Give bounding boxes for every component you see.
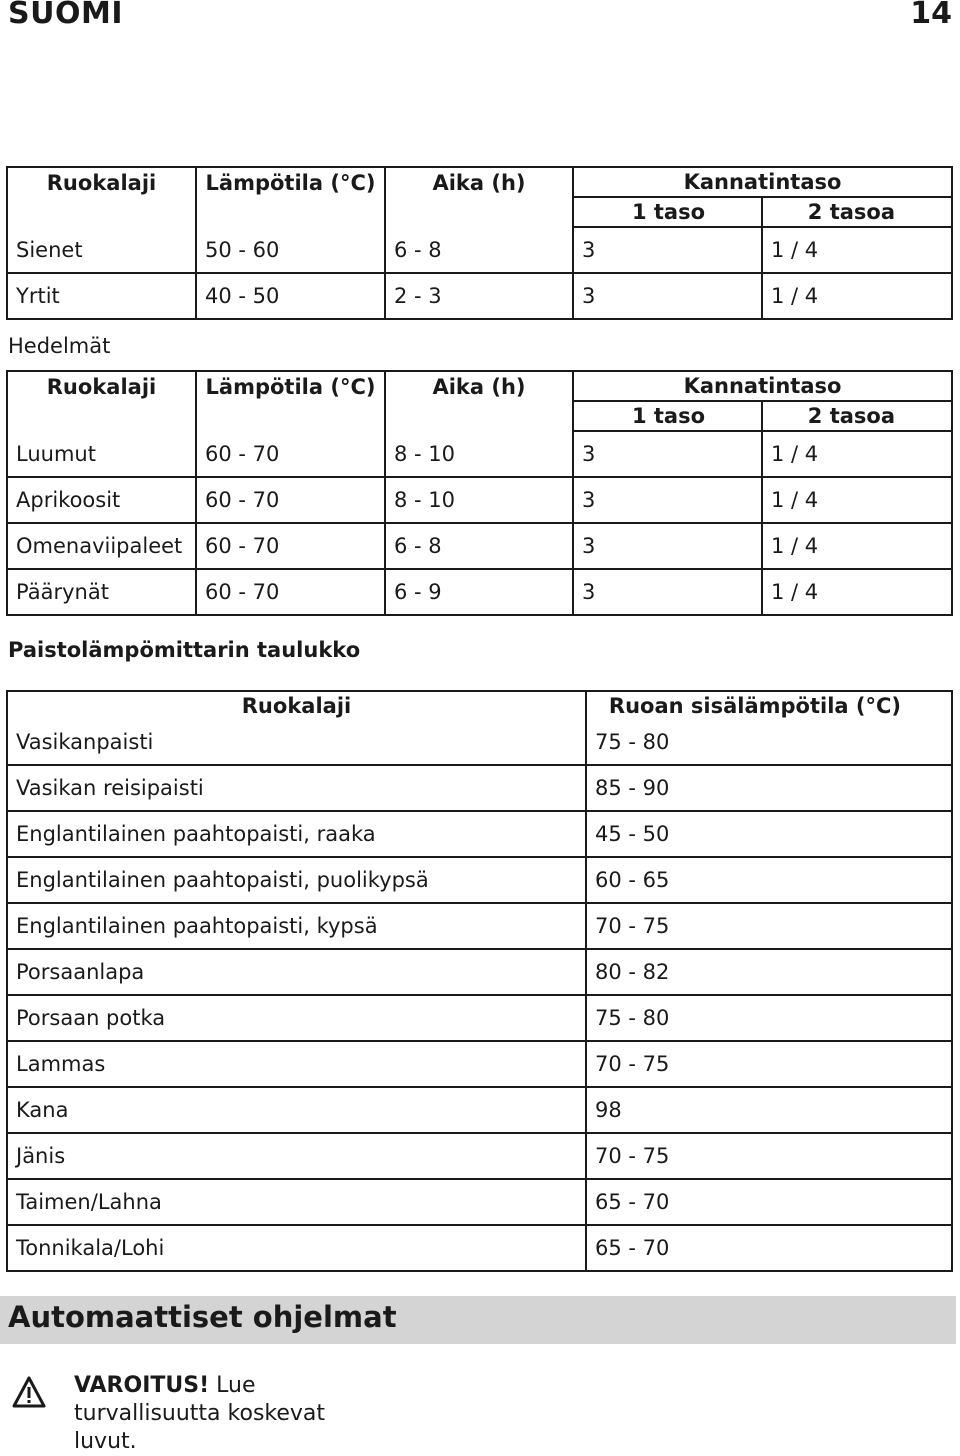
warning-note <box>74 1372 394 1456</box>
table-subheader-row <box>7 197 952 227</box>
section-heading-bar <box>0 1296 956 1344</box>
cell-dish: Päärynät <box>7 569 196 615</box>
cell-one-level: 3 <box>573 523 762 569</box>
cell-temp: 50 - 60 <box>196 227 385 273</box>
table-row <box>7 995 952 1041</box>
page-number: 14 <box>910 0 952 31</box>
header-one-level: 1 taso <box>573 197 762 227</box>
table-row <box>7 811 952 857</box>
header-one-level: 1 taso <box>573 401 762 431</box>
cell-dish: Vasikanpaisti <box>7 720 586 765</box>
table-row <box>7 569 952 615</box>
table-subheader-row <box>7 401 952 431</box>
cell-core-temp: 85 - 90 <box>586 765 952 811</box>
cell-two-levels: 1 / 4 <box>762 273 952 319</box>
header-temp: Lämpötila (°C) <box>196 167 385 197</box>
table-header-row <box>7 167 952 197</box>
table-row <box>7 1179 952 1225</box>
header-shelf: Kannatintaso <box>573 167 952 197</box>
cell-one-level: 3 <box>573 227 762 273</box>
cell-dish: Englantilainen paahtopaisti, puolikypsä <box>7 857 586 903</box>
cell-temp: 60 - 70 <box>196 523 385 569</box>
cell-dish: Lammas <box>7 1041 586 1087</box>
cell-one-level: 3 <box>573 477 762 523</box>
header-shelf: Kannatintaso <box>573 371 952 401</box>
table-row <box>7 477 952 523</box>
table-header-row <box>7 691 952 720</box>
table-row <box>7 765 952 811</box>
header-time: Aika (h) <box>385 371 573 401</box>
cell-core-temp: 70 - 75 <box>586 903 952 949</box>
table-row <box>7 949 952 995</box>
thermometer-title: Paistolämpömittarin taulukko <box>8 638 361 662</box>
table-row <box>7 1133 952 1179</box>
warning-label: VAROITUS! <box>74 1373 210 1398</box>
cell-temp: 40 - 50 <box>196 273 385 319</box>
header-dish: Ruokalaji <box>7 167 196 197</box>
cell-two-levels: 1 / 4 <box>762 227 952 273</box>
table-row <box>7 857 952 903</box>
cell-core-temp: 60 - 65 <box>586 857 952 903</box>
cell-dish: Porsaanlapa <box>7 949 586 995</box>
table-row <box>7 1041 952 1087</box>
cell-time: 8 - 10 <box>385 477 573 523</box>
cell-dish: Tonnikala/Lohi <box>7 1225 586 1271</box>
cell-core-temp: 75 - 80 <box>586 720 952 765</box>
cell-core-temp: 70 - 75 <box>586 1133 952 1179</box>
cell-time: 8 - 10 <box>385 431 573 477</box>
cell-core-temp: 45 - 50 <box>586 811 952 857</box>
header-dish: Ruokalaji <box>7 691 586 720</box>
table-row <box>7 227 952 273</box>
table-row <box>7 273 952 319</box>
cell-two-levels: 1 / 4 <box>762 569 952 615</box>
table-row <box>7 431 952 477</box>
cell-time: 6 - 8 <box>385 523 573 569</box>
cell-temp: 60 - 70 <box>196 569 385 615</box>
table-row <box>7 1225 952 1271</box>
cell-dish: Englantilainen paahtopaisti, kypsä <box>7 903 586 949</box>
header-dish: Ruokalaji <box>7 371 196 401</box>
cell-core-temp: 65 - 70 <box>586 1179 952 1225</box>
header-two-levels: 2 tasoa <box>762 401 952 431</box>
fruits-table <box>6 370 953 616</box>
header-core-temp: Ruoan sisälämpötila (°C) <box>586 691 952 720</box>
cell-dish: Porsaan potka <box>7 995 586 1041</box>
cell-two-levels: 1 / 4 <box>762 431 952 477</box>
table-row <box>7 523 952 569</box>
cell-dish: Taimen/Lahna <box>7 1179 586 1225</box>
cell-dish: Englantilainen paahtopaisti, raaka <box>7 811 586 857</box>
cell-temp: 60 - 70 <box>196 431 385 477</box>
cell-time: 6 - 8 <box>385 227 573 273</box>
thermometer-table <box>6 690 953 1272</box>
cell-one-level: 3 <box>573 273 762 319</box>
cell-core-temp: 70 - 75 <box>586 1041 952 1087</box>
cell-dish: Yrtit <box>7 273 196 319</box>
cell-one-level: 3 <box>573 431 762 477</box>
cell-time: 2 - 3 <box>385 273 573 319</box>
warning-triangle-icon <box>12 1376 46 1408</box>
fruits-title: Hedelmät <box>8 334 111 358</box>
cell-dish: Omenaviipaleet <box>7 523 196 569</box>
warning-text: Lue turvallisuutta koskevat luvut. <box>74 1373 326 1454</box>
section-heading: Automaattiset ohjelmat <box>8 1300 397 1334</box>
table-header-row <box>7 371 952 401</box>
cell-dish: Jänis <box>7 1133 586 1179</box>
header-temp: Lämpötila (°C) <box>196 371 385 401</box>
cell-two-levels: 1 / 4 <box>762 477 952 523</box>
table-row <box>7 1087 952 1133</box>
cell-core-temp: 80 - 82 <box>586 949 952 995</box>
cell-core-temp: 65 - 70 <box>586 1225 952 1271</box>
cell-core-temp: 98 <box>586 1087 952 1133</box>
table-row <box>7 720 952 765</box>
cell-dish: Sienet <box>7 227 196 273</box>
table-row <box>7 903 952 949</box>
cell-two-levels: 1 / 4 <box>762 523 952 569</box>
language-label: SUOMI <box>8 0 123 31</box>
cell-time: 6 - 9 <box>385 569 573 615</box>
cell-dish: Aprikoosit <box>7 477 196 523</box>
cell-one-level: 3 <box>573 569 762 615</box>
header-two-levels: 2 tasoa <box>762 197 952 227</box>
cell-dish: Kana <box>7 1087 586 1133</box>
cell-temp: 60 - 70 <box>196 477 385 523</box>
cell-dish: Vasikan reisipaisti <box>7 765 586 811</box>
cell-core-temp: 75 - 80 <box>586 995 952 1041</box>
cell-dish: Luumut <box>7 431 196 477</box>
header-time: Aika (h) <box>385 167 573 197</box>
drying-table <box>6 166 953 320</box>
